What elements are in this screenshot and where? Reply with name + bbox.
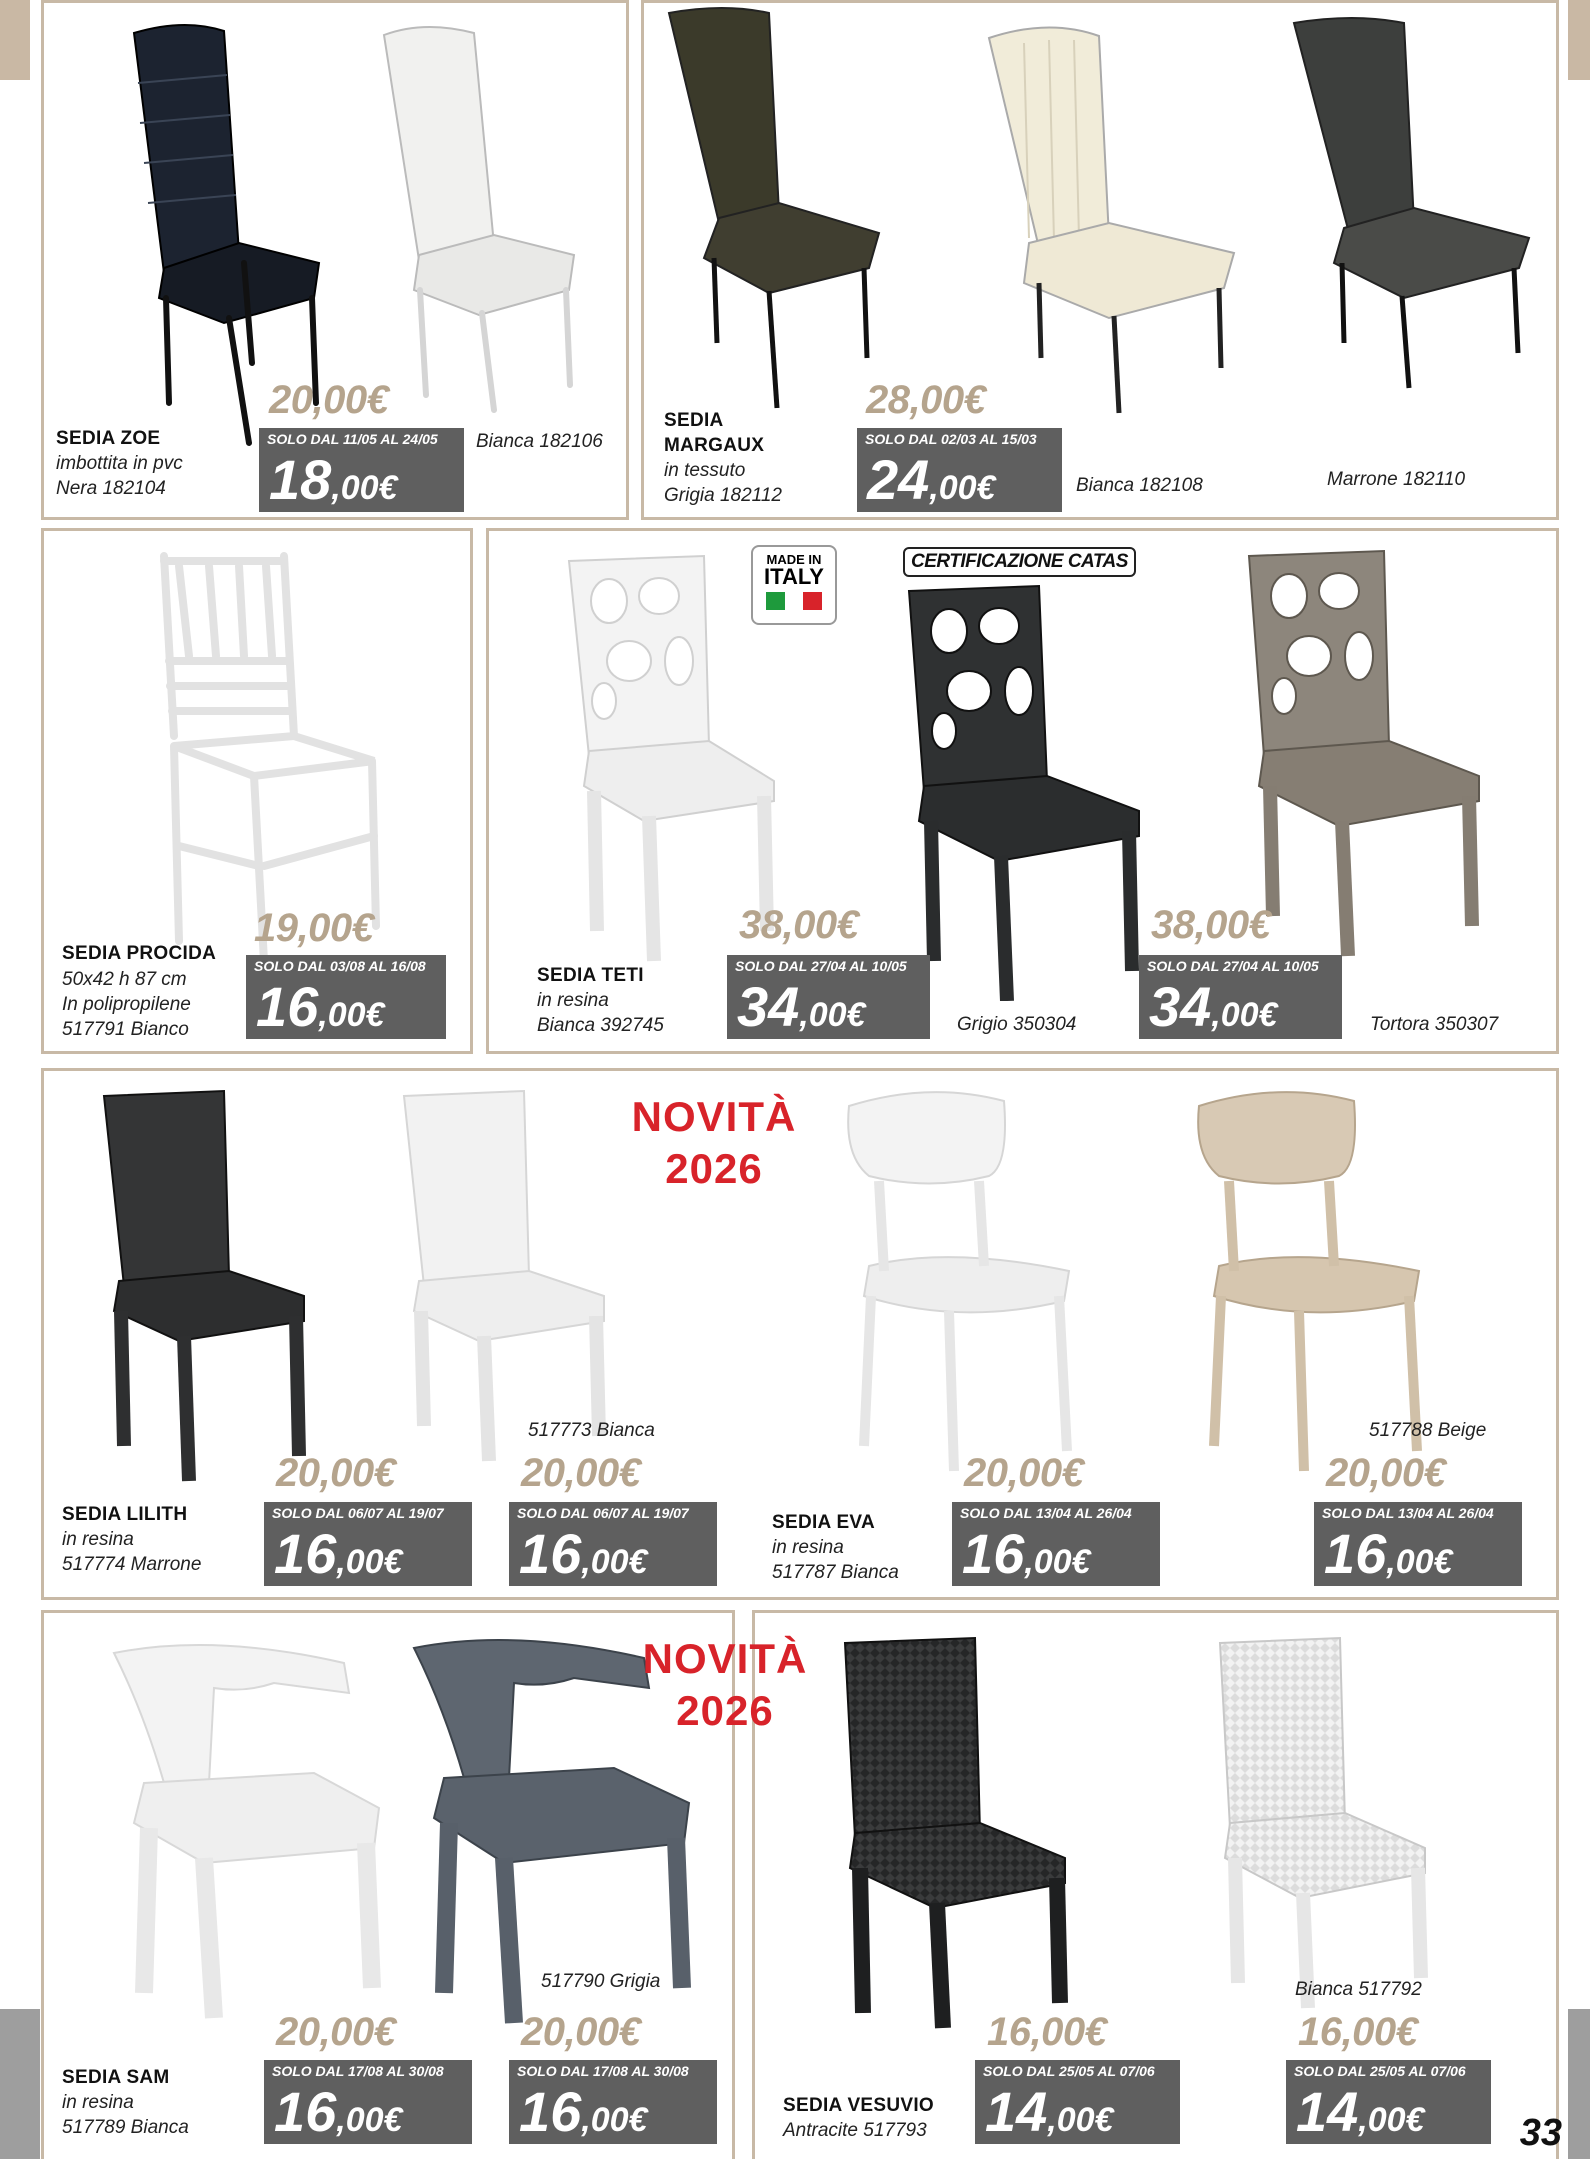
teti-promo-dates-2: SOLO DAL 27/04 AL 10/05 [1139,955,1342,977]
vesuvio-name: SEDIA VESUVIO [783,2095,935,2116]
sam-old-price-1: 20,00€ [276,2010,396,2054]
vesuvio-desc [783,2118,927,2143]
vesuvio-price-2 [1286,2082,1491,2144]
teti-desc-line1: in resina [537,990,609,1011]
lilith-name: SEDIA LILITH [62,1504,188,1525]
teti-grey-code: Grigio 350304 [957,1014,1077,1035]
eva-price-1 [952,1524,1160,1586]
vesuvio-promo-dates-2: SOLO DAL 25/05 AL 07/06 [1286,2060,1491,2082]
teti-promo-dates-1: SOLO DAL 27/04 AL 10/05 [727,955,930,977]
vesuvio-price-dec-1: ,00€ [1047,2101,1114,2139]
lilith-price-dec-1: ,00€ [336,1543,403,1581]
lilith-promo-dates-1: SOLO DAL 06/07 AL 19/07 [264,1502,472,1524]
certification-catas-badge: CERTIFICAZIONE CATAS [903,547,1136,577]
procida-old-price: 19,00€ [254,906,374,950]
zoe-desc [56,451,183,501]
teti-price-int-1: 34 [737,975,800,1038]
novita-2026-badge-2 [615,1633,835,1737]
teti-name: SEDIA TETI [537,965,644,986]
procida-desc-line1: 50x42 h 87 cm [62,969,187,990]
vesuvio-price-dec-2: ,00€ [1358,2101,1425,2139]
vesuvio-old-price-1: 16,00€ [987,2010,1107,2054]
chair-teti-grey-image [889,581,1149,1001]
chair-margaux-brown-image [1274,13,1544,393]
sam-promo-dates-2: SOLO DAL 17/08 AL 30/08 [509,2060,717,2082]
eva-price-int-2: 16 [1324,1522,1387,1585]
sam-old-price-2: 20,00€ [521,2010,641,2054]
chair-eva-white-image [829,1086,1089,1486]
margaux-desc-line1: in tessuto [664,460,746,481]
eva-price-int-1: 16 [962,1522,1025,1585]
eva-old-price-1: 20,00€ [964,1451,1084,1495]
margaux-brown-code: Marrone 182110 [1327,469,1466,490]
made-in-italy-badge [751,545,837,625]
margaux-name-line1: SEDIA [664,410,724,431]
procida-price-int: 16 [256,975,319,1038]
sam-price-1 [264,2082,472,2144]
procida-price [246,977,446,1039]
lilith-old-price-2: 20,00€ [521,1451,641,1495]
procida-price-dec: ,00€ [318,996,385,1034]
margaux-name-line2: MARGAUX [664,435,765,456]
sam-price-int-1: 16 [274,2080,337,2143]
sam-desc-line2: 517789 Bianca [62,2117,189,2138]
novita-year-2: 2026 [676,1687,774,1734]
panel-sedia-procida [41,528,473,1054]
margaux-price-dec: ,00€ [929,469,996,507]
novita-year-1: 2026 [665,1145,763,1192]
novita-label-2: NOVITÀ [642,1635,808,1682]
teti-desc-line2: Bianca 392745 [537,1015,664,1036]
lilith-promo-dates-2: SOLO DAL 06/07 AL 19/07 [509,1502,717,1524]
eva-old-price-2: 20,00€ [1326,1451,1446,1495]
novita-label-1: NOVITÀ [631,1093,797,1140]
zoe-old-price: 20,00€ [269,378,389,422]
eva-desc [772,1535,899,1585]
zoe-price [259,450,464,512]
decorative-tab-top-right [1568,0,1590,80]
lilith-price-1 [264,1524,472,1586]
teti-old-price-1: 38,00€ [739,903,859,947]
lilith-price-int-1: 16 [274,1522,337,1585]
eva-promo-dates-1: SOLO DAL 13/04 AL 26/04 [952,1502,1160,1524]
margaux-desc [664,458,782,508]
lilith-desc [62,1527,201,1577]
eva-promo-dates-2: SOLO DAL 13/04 AL 26/04 [1314,1502,1522,1524]
eva-desc-line2: 517787 Bianca [772,1562,899,1583]
sam-price-dec-2: ,00€ [581,2101,648,2139]
teti-price-2 [1139,977,1342,1039]
chair-vesuvio-anthracite-image [825,1633,1085,2033]
vesuvio-desc-line1: Antracite 517793 [783,2120,927,2141]
margaux-old-price: 28,00€ [866,378,986,422]
vesuvio-price-1 [975,2082,1180,2144]
procida-promo-dates: SOLO DAL 03/08 AL 16/08 [246,955,446,977]
vesuvio-white-code: Bianca 517792 [1295,1979,1422,2000]
panel-sedia-teti [486,528,1559,1054]
lilith-desc-line2: 517774 Marrone [62,1554,202,1575]
zoe-desc-line2: Nera 182104 [56,478,166,499]
eva-name: SEDIA EVA [772,1512,875,1533]
teti-price-dec-2: ,00€ [1211,996,1278,1034]
decorative-tab-bottom-right [1568,2009,1590,2159]
novita-2026-badge-1 [604,1091,824,1195]
teti-tortora-code: Tortora 350307 [1370,1014,1499,1035]
procida-desc-line3: 517791 Bianco [62,1019,189,1040]
margaux-price [857,450,1062,512]
zoe-white-code: Bianca 182106 [476,431,603,452]
procida-desc-line2: In polipropilene [62,994,191,1015]
lilith-desc-line1: in resina [62,1529,134,1550]
panel-sedia-lilith-eva [41,1068,1559,1600]
teti-price-dec-1: ,00€ [799,996,866,1034]
panel-sedia-margaux [641,0,1559,520]
procida-name: SEDIA PROCIDA [62,943,217,964]
zoe-price-dec: ,00€ [331,469,398,507]
lilith-price-int-2: 16 [519,1522,582,1585]
eva-price-dec-1: ,00€ [1024,1543,1091,1581]
decorative-tab-bottom-left [0,2009,40,2159]
made-in-label: MADE IN [766,552,822,567]
procida-desc [62,967,191,1042]
vesuvio-old-price-2: 16,00€ [1298,2010,1418,2054]
page-number: 33 [1519,2112,1562,2154]
chair-margaux-white-image [969,18,1249,418]
panel-sedia-zoe [41,0,629,520]
chair-procida-image [134,546,394,966]
chair-lilith-brown-image [89,1086,329,1486]
chair-sam-white-image [104,1633,394,2023]
vesuvio-price-int-1: 14 [985,2080,1048,2143]
italian-flag-icon [766,592,822,610]
sam-grey-code: 517790 Grigia [541,1971,661,1992]
teti-desc [537,988,664,1038]
zoe-name: SEDIA ZOE [56,428,161,449]
decorative-tab-top-left [0,0,30,80]
lilith-price-2 [509,1524,717,1586]
chair-vesuvio-white-image [1200,1633,1440,2013]
margaux-price-int: 24 [867,448,930,511]
panel-sedia-vesuvio [642,1610,1559,2159]
eva-desc-line1: in resina [772,1537,844,1558]
eva-price-2 [1314,1524,1522,1586]
teti-price-int-2: 34 [1149,975,1212,1038]
zoe-price-int: 18 [269,448,332,511]
eva-price-dec-2: ,00€ [1386,1543,1453,1581]
teti-price-1 [727,977,930,1039]
margaux-name [664,408,764,458]
vesuvio-promo-dates-1: SOLO DAL 25/05 AL 07/06 [975,2060,1180,2082]
vesuvio-price-int-2: 14 [1296,2080,1359,2143]
sam-price-dec-1: ,00€ [336,2101,403,2139]
eva-beige-code: 517788 Beige [1369,1420,1487,1441]
sam-promo-dates-1: SOLO DAL 17/08 AL 30/08 [264,2060,472,2082]
lilith-price-dec-2: ,00€ [581,1543,648,1581]
teti-old-price-2: 38,00€ [1151,903,1271,947]
sam-price-int-2: 16 [519,2080,582,2143]
italy-label: ITALY [764,564,824,589]
zoe-desc-line1: imbottita in pvc [56,453,183,474]
lilith-old-price-1: 20,00€ [276,1451,396,1495]
chair-zoe-white-image [334,15,624,415]
margaux-desc-line2: Grigia 182112 [664,485,782,506]
sam-desc-line1: in resina [62,2092,134,2113]
chair-margaux-grey-image [649,3,909,413]
lilith-white-code: 517773 Bianca [528,1420,655,1441]
margaux-promo-dates: SOLO DAL 02/03 AL 15/03 [857,428,1062,450]
zoe-promo-dates: SOLO DAL 11/05 AL 24/05 [259,428,464,450]
sam-price-2 [509,2082,717,2144]
sam-desc [62,2090,189,2140]
margaux-white-code: Bianca 182108 [1076,475,1203,496]
sam-name: SEDIA SAM [62,2067,170,2088]
